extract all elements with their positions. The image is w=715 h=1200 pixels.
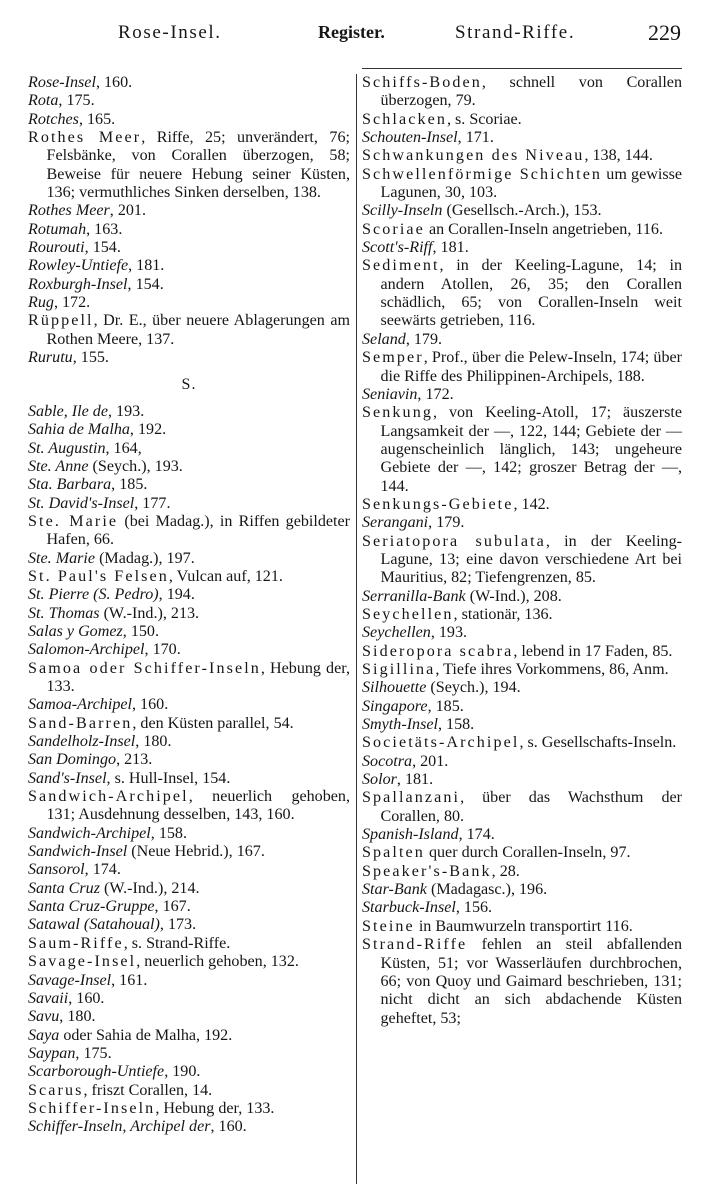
entry-references: , 158. [150, 824, 187, 842]
index-entry [362, 111, 682, 129]
entry-references: , 154. [84, 239, 121, 257]
entry-references: , s. Scoriae. [446, 110, 522, 128]
entry-term: Steine [362, 917, 415, 935]
index-entry [362, 771, 682, 789]
entry-references: , 174. [84, 861, 121, 879]
index-entry [28, 1008, 350, 1026]
entry-term: Sable, Ile de [28, 402, 108, 420]
index-entry [362, 606, 682, 624]
entry-term: Schouten-Insel [362, 129, 458, 147]
index-entry [28, 623, 350, 641]
entry-term: Sand-Barren [28, 714, 133, 732]
entry-references: (Madagasc.), 196. [426, 881, 548, 899]
entry-term: Saya [28, 1026, 60, 1044]
entry-references: (Seych.), 193. [88, 457, 183, 475]
entry-references: , 142. [513, 495, 550, 513]
entry-term: Sandwich-Archipel [28, 788, 189, 806]
entry-term: Serangani [362, 514, 429, 532]
entry-term: St. Thomas [28, 604, 100, 622]
index-entry [362, 129, 682, 147]
entry-term: Scilly-Inseln [362, 202, 443, 220]
entry-term: San Domingo [28, 751, 117, 769]
entry-term: Salomon-Archipel [28, 641, 145, 659]
index-entry [28, 788, 350, 825]
index-entry [362, 404, 682, 496]
entry-references: , von Keeling-Atoll, 17; äuszerste Langsamkeit der —, 122, 144; Gebiete der — augenscheinlich länglich, 143; ungeheure Gebiete der —, 142; groszer Betrag der —, 144. [380, 404, 682, 495]
entry-references: fehlen an steil abfallenden Küsten, 51; vor Wasserläufen durchbrochen, 66; von Quoy und Gaimard beschrieben, 131; nicht dicht an sich abdachende Küsten geheftet, 53; [380, 936, 682, 1027]
entry-references: , 177. [134, 494, 171, 512]
entry-term: Spallanzani [362, 789, 461, 807]
entry-references: , friszt Corallen, 14. [83, 1081, 213, 1099]
index-entry [28, 641, 350, 659]
entry-references: , 173. [159, 916, 197, 934]
entry-term: Rurutu [28, 349, 73, 367]
section-heading: S. [181, 375, 197, 393]
entry-term: St. David's-Insel [28, 494, 135, 512]
index-entry [362, 349, 682, 386]
entry-term: Sandwich-Insel [28, 843, 128, 861]
entry-references: (Gesellsch.-Arch.), 153. [442, 202, 602, 220]
entry-references: , 175. [75, 1044, 112, 1062]
index-entry [28, 605, 350, 623]
entry-references: oder Sahia de Malha, 192. [59, 1026, 233, 1044]
entry-references: , s. Strand-Riffe. [123, 934, 231, 952]
entry-references: , Tiefe ihres Vorkommens, 86, Anm. [435, 661, 669, 678]
entry-term: Scoriae [362, 220, 425, 238]
entry-references: , 181. [396, 771, 434, 789]
entry-references: , 164, [105, 439, 142, 457]
index-entry [28, 476, 350, 494]
index-entry [28, 696, 350, 714]
entry-term: Rotches [28, 110, 79, 128]
index-entry [362, 936, 682, 1028]
entry-term: Spanish-Island [362, 826, 459, 844]
index-entry [28, 257, 350, 275]
entry-term: Roxburgh-Insel [28, 275, 128, 293]
entry-references: (W-Ind.), 208. [465, 587, 562, 605]
entry-references: , Riffe, 25; unverändert, 76; Felsbänke, von Corallen überzogen, 58; Beweise für neuere Hebung seiner Küsten, 136; vermuthliches Sinken derselben, 138. [46, 129, 350, 202]
index-entry [362, 899, 682, 917]
entry-references: (Neue Hebrid.), 167. [127, 843, 265, 861]
index-entry [28, 239, 350, 257]
index-entry [28, 861, 350, 879]
entry-term: Serranilla-Bank [362, 587, 466, 605]
index-entry [28, 751, 350, 769]
entry-references: , 167. [154, 898, 191, 916]
entry-term: Santa Cruz [28, 879, 100, 897]
entry-term: Seriatopora subulata [362, 532, 546, 550]
entry-term: Seychellen [362, 605, 454, 623]
index-entry [28, 825, 350, 843]
header-title: Register. [318, 22, 385, 42]
entry-term: Sigillina [362, 661, 436, 678]
index-entry [362, 698, 682, 716]
index-entry [362, 661, 682, 679]
page-number: 229 [648, 20, 681, 45]
index-entry [28, 421, 350, 439]
entry-references: , lebend in 17 Faden, 85. [513, 642, 673, 660]
index-entry [28, 1100, 350, 1118]
entry-references: , Hebung der, 133. [46, 659, 350, 695]
entry-references: , 165. [78, 110, 116, 128]
index-entry [28, 880, 350, 898]
index-entry [28, 294, 350, 312]
entry-references: , 156. [455, 899, 493, 917]
entry-term: Speaker's-Bank [362, 862, 492, 880]
entry-references: , 160. [132, 696, 169, 714]
index-entry [28, 92, 350, 110]
entry-references: , Dr. E., über neuere Ablagerungen am Rothen Meere, 137. [46, 312, 350, 348]
left-column [28, 74, 350, 1137]
header-left: Rose-Insel. [118, 22, 222, 43]
entry-term: Schwellenförmige Schichten [362, 165, 603, 183]
entry-term: Samoa-Archipel [28, 696, 132, 714]
entry-references: , neuerlich gehoben, 132. [136, 953, 299, 971]
index-entry [28, 586, 350, 604]
index-entry [362, 789, 682, 826]
entry-references: (W.-Ind.), 214. [100, 879, 200, 897]
entry-term: Rothes Meer [28, 202, 110, 220]
entry-term: Schwankungen des Niveau [362, 147, 585, 165]
entry-term: Rourouti [28, 239, 85, 257]
entry-term: Sideropora scabra [362, 642, 514, 660]
index-entry [28, 1045, 350, 1063]
index-entry [28, 972, 350, 990]
column-divider [356, 74, 357, 1184]
entry-term: Saum-Riffe [28, 934, 124, 952]
index-entry [28, 276, 350, 294]
entry-references: , 179. [405, 330, 443, 348]
entry-term: Strand-Riffe [362, 936, 468, 954]
index-entry [28, 1118, 350, 1136]
entry-term: Rüppell [28, 312, 94, 330]
entry-references: , in der Keeling-Lagune, 14; in andern Atollen, 26, 35; den Corallen schädlich, 65; von Corallen-Inseln weit seewärts getrieben, 116. [380, 257, 682, 330]
entry-references: , 181. [432, 239, 469, 257]
entry-term: St. Paul's Felsen [28, 567, 169, 585]
entry-term: Seland [362, 330, 406, 348]
entry-term: Solor [362, 771, 397, 789]
entry-references: , stationär, 136. [453, 605, 553, 623]
index-entry [28, 129, 350, 202]
index-entry [362, 716, 682, 734]
index-entry [362, 624, 682, 642]
index-entry [28, 916, 350, 934]
entry-term: Savage-Insel [28, 953, 137, 971]
entry-references: , 163. [86, 220, 123, 238]
entry-term: Santa Cruz-Gruppe [28, 898, 155, 916]
entry-references: , 172. [53, 294, 91, 312]
index-entry [362, 918, 682, 936]
running-header [0, 16, 715, 56]
index-entry [362, 257, 682, 330]
entry-references: , 28. [491, 862, 520, 880]
index-entry [28, 1063, 350, 1081]
entry-term: Satawal (Satahoual) [28, 916, 160, 934]
entry-term: Socotra [362, 752, 413, 770]
index-entry [28, 843, 350, 861]
entry-term: Rowley-Untiefe [28, 257, 129, 275]
entry-term: Ste. Marie [28, 549, 96, 567]
index-entry [362, 588, 682, 606]
entry-references: , 185. [427, 697, 464, 715]
index-entry [28, 312, 350, 349]
index-entry [362, 496, 682, 514]
index-entry [28, 111, 350, 129]
entry-references: , 180. [59, 1008, 96, 1026]
entry-term: Smyth-Insel [362, 716, 438, 734]
entry-term: Schiffer-Inseln [28, 1099, 156, 1117]
entry-references: , 171. [457, 129, 494, 147]
entry-term: Seychellen [362, 624, 431, 642]
entry-term: Spalten [362, 844, 425, 862]
entry-term: Sediment [362, 257, 440, 275]
entry-term: Silhouette [362, 679, 427, 697]
entry-term: Sansorol [28, 861, 85, 879]
entry-references: , 154. [127, 275, 164, 293]
entry-references: , s. Gesellschafts-Inseln. [519, 734, 677, 752]
index-entry [28, 403, 350, 421]
entry-references: , 174. [458, 826, 495, 844]
index-entry [28, 495, 350, 513]
entry-term: Sand's-Insel [28, 769, 107, 787]
index-entry [362, 753, 682, 771]
entry-references: , 185. [111, 476, 148, 494]
entry-references: , s. Hull-Insel, 154. [106, 769, 231, 787]
index-entry [28, 733, 350, 751]
entry-references: , 192. [129, 421, 167, 439]
entry-term: Schiffer-Inseln, Archipel der [28, 1118, 211, 1136]
index-entry [28, 458, 350, 476]
entry-term: Rug [28, 294, 54, 312]
entry-references: , 155. [72, 349, 109, 367]
entry-term: Sandelholz-Insel [28, 733, 136, 751]
entry-term: Savaii [28, 989, 69, 1007]
entry-term: Starbuck-Insel [362, 899, 456, 917]
entry-references: um gewisse Lagunen, 30, 103. [380, 165, 682, 202]
entry-references: , 138, 144. [584, 147, 653, 165]
entry-term: Samoa oder Schiffer-Inseln [28, 659, 261, 677]
entry-term: Sta. Barbara [28, 476, 112, 494]
entry-term: Ste. Anne [28, 457, 89, 475]
index-entry [28, 990, 350, 1008]
index-entry [28, 568, 350, 586]
entry-references: , 158. [437, 716, 475, 734]
entry-term: Savu [28, 1008, 60, 1026]
index-entry [28, 349, 350, 367]
index-entry [362, 386, 682, 404]
index-entry [28, 74, 350, 92]
entry-references: , 201. [109, 202, 146, 220]
entry-references: , 180. [135, 733, 172, 751]
index-entry [362, 514, 682, 532]
right-column [362, 74, 682, 1028]
index-entry [362, 643, 682, 661]
entry-references: , 194. [158, 586, 195, 604]
entry-references: , 175. [58, 92, 95, 110]
entry-term: Senkung [362, 404, 433, 422]
index-entry [28, 550, 350, 568]
entry-term: Sahia de Malha [28, 421, 130, 439]
entry-references: , den Küsten parallel, 54. [132, 714, 294, 732]
entry-references: , 172. [417, 385, 454, 403]
entry-references: , 193. [430, 624, 468, 642]
entry-references: , 161. [111, 971, 148, 989]
entry-references: (Seych.), 194. [426, 679, 521, 697]
entry-references: , 201. [412, 752, 449, 770]
entry-references: , 193. [108, 402, 145, 420]
entry-references: quer durch Corallen-Inseln, 97. [424, 844, 631, 862]
entry-references: , schnell von Corallen überzogen, 79. [380, 74, 682, 110]
entry-references: , 160. [95, 74, 133, 91]
index-entry [28, 770, 350, 788]
entry-references: , Hebung der, 133. [155, 1099, 275, 1117]
index-entry [28, 715, 350, 733]
entry-term: Saypan [28, 1044, 76, 1062]
index-entry [28, 935, 350, 953]
entry-term: Rota [28, 92, 59, 110]
entry-references: , Vulcan auf, 121. [168, 567, 283, 585]
entry-references: , neuerlich gehoben, 131; Ausdehnung desselben, 143, 160. [46, 788, 350, 824]
index-entry [28, 221, 350, 239]
index-entry [362, 881, 682, 899]
entry-references: , in der Keeling-Lagune, 13; eine davon verschiedene Art bei Mauritius, 82; Tiefengrenzen, 85. [380, 532, 682, 587]
entry-term: Rotumah [28, 220, 87, 238]
index-entry [28, 660, 350, 697]
index-entry [28, 202, 350, 220]
entry-references: , 160. [68, 989, 105, 1007]
entry-references: (W.-Ind.), 213. [99, 604, 200, 622]
entry-references: , 150. [122, 622, 159, 640]
entry-term: Societäts-Archipel [362, 734, 520, 752]
index-entry [362, 679, 682, 697]
entry-references: , über das Wachsthum der Corallen, 80. [380, 789, 682, 825]
entry-term: Seniavin [362, 385, 418, 403]
index-entry [28, 513, 350, 550]
entry-term: Rothes Meer [28, 129, 142, 147]
entry-references: , Prof., über die Pelew-Inseln, 174; über die Riffe des Philippinen-Archipels, 188. [380, 349, 682, 385]
entry-term: Scarborough-Untiefe [28, 1063, 165, 1081]
entry-references: , 181. [128, 257, 165, 275]
entry-term: Scott's-Riff [362, 239, 433, 257]
entry-references: (bei Madag.), in Riffen gebildeter Hafen, 66. [46, 512, 350, 549]
top-rule [362, 68, 682, 69]
index-entry [28, 1027, 350, 1045]
entry-term: Sandwich-Archipel [28, 824, 151, 842]
index-entry [362, 239, 682, 257]
header-right: Strand-Riffe. [455, 22, 576, 43]
index-entry [362, 147, 682, 165]
entry-term: Schiffs-Boden [362, 74, 482, 91]
index-entry [362, 844, 682, 862]
entry-term: Ste. Marie [28, 512, 119, 530]
entry-references: , 190. [164, 1063, 201, 1081]
index-entry [28, 898, 350, 916]
entry-term: Singapore [362, 697, 428, 715]
index-entry [28, 440, 350, 458]
index-entry [362, 533, 682, 588]
entry-term: Schlacken [362, 110, 447, 128]
entry-term: Savage-Insel [28, 971, 112, 989]
entry-references: (Madag.), 197. [95, 549, 195, 567]
entry-term: St. Pierre (S. Pedro) [28, 586, 159, 604]
entry-term: Rose-Insel [28, 74, 96, 91]
entry-references: in Baumwurzeln transportirt 116. [414, 917, 633, 935]
index-entry [362, 331, 682, 349]
index-entry [362, 221, 682, 239]
entry-term: Semper [362, 349, 424, 367]
entry-references: , 160. [210, 1118, 247, 1136]
entry-term: St. Augustin [28, 439, 106, 457]
entry-references: , 170. [144, 641, 181, 659]
index-entry [28, 953, 350, 971]
entry-term: Senkungs-Gebiete [362, 495, 514, 513]
entry-term: Star-Bank [362, 881, 427, 899]
index-entry [362, 166, 682, 203]
entry-term: Scarus [28, 1081, 84, 1099]
index-entry [362, 863, 682, 881]
entry-references: , 213. [116, 751, 153, 769]
index-entry [28, 1082, 350, 1100]
entry-references: an Corallen-Inseln angetrieben, 116. [424, 220, 663, 238]
entry-term: Salas y Gomez [28, 622, 123, 640]
index-entry [362, 826, 682, 844]
entry-references: , 179. [428, 514, 465, 532]
index-entry [362, 74, 682, 111]
index-entry [362, 202, 682, 220]
index-entry [362, 734, 682, 752]
